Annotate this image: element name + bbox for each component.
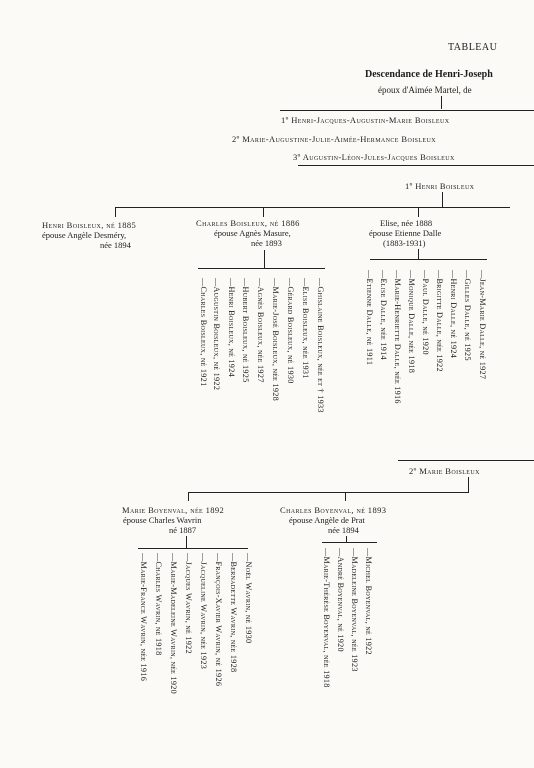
connector-line xyxy=(298,165,534,166)
tableau-heading: TABLEAU xyxy=(448,42,498,53)
connector-line xyxy=(264,250,265,268)
connector-line xyxy=(280,110,534,111)
grandchild-entry: —Charles Boisleux, né 1921 xyxy=(199,278,208,387)
grandchild-entry: —Marie-Thérèse Boyenval, née 1918 xyxy=(322,548,331,688)
first-gen-item: 3º Augustin-Léon-Jules-Jacques Boisleux xyxy=(293,152,455,162)
grandchild-entry: —Marie-José Boisleux, née 1928 xyxy=(271,278,280,402)
grandchild-entry: —François-Xavier Wavrin, né 1926 xyxy=(214,553,223,687)
child-line: épouse Angèle de Prat xyxy=(289,515,365,525)
grandchild-entry: —Agnès Boisleux, née 1927 xyxy=(256,278,265,383)
connector-line xyxy=(322,542,377,543)
grandchild-entry: —André Boyenval, né 1920 xyxy=(336,548,345,652)
grandchild-entry: —Charles Wavrin, né 1918 xyxy=(154,553,163,656)
grandchild-entry: —Marie-Henriette Dalle, née 1916 xyxy=(393,270,402,404)
connector-line xyxy=(370,259,487,260)
child-line: épouse Etienne Dalle xyxy=(369,228,442,238)
child-line: Elise, née 1888 xyxy=(380,218,433,228)
child-line: Henri Boisleux, né 1885 xyxy=(42,220,137,230)
grandchild-entry: —Ghislaine Boisleux, née et † 1933 xyxy=(316,278,325,413)
grandchild-entry: —Jean-Marie Dalle, né 1927 xyxy=(478,270,487,380)
grandchild-entry: —Noël Wavrin, né 1930 xyxy=(244,553,253,644)
connector-line xyxy=(418,249,419,259)
first-gen-item: 2º Marie-Augustine-Julie-Aimée-Hermance Boisleux xyxy=(232,134,436,144)
grandchild-entry: —Jacques Wavrin, né 1922 xyxy=(184,553,193,654)
grandchild-entry: —Jacqueline Wavrin, née 1923 xyxy=(199,553,208,670)
connector-line xyxy=(188,492,189,501)
grandchild-entry: —Elise Dalle, née 1914 xyxy=(379,270,388,360)
child-line: épouse Angèle Desméry, xyxy=(42,230,127,240)
grandchild-entry: —Marie-Madeleine Wavrin, née 1920 xyxy=(169,553,178,695)
connector-line xyxy=(263,207,264,217)
child-line: (1883-1931) xyxy=(383,238,426,248)
grandchild-entry: —Henri Dalle, né 1924 xyxy=(449,270,458,359)
grandchild-entry: —Gérard Boisleux, né 1930 xyxy=(286,278,295,384)
connector-line xyxy=(115,207,116,217)
child-line: née 1894 xyxy=(328,525,359,535)
grandchild-entry: —Henri Boisleux, né 1924 xyxy=(227,278,236,377)
grandchild-entry: —Bernadette Wavrin, née 1928 xyxy=(229,553,238,673)
connector-line xyxy=(468,477,469,492)
connector-line xyxy=(186,536,187,548)
child-line: née 1894 xyxy=(100,240,131,250)
grandchild-entry: —Monique Dalle, née 1918 xyxy=(407,270,416,374)
page-title: Descendance de Henri-Joseph xyxy=(365,69,493,80)
page-subtitle: époux d'Aimée Martel, de xyxy=(378,85,472,95)
connector-line xyxy=(345,492,346,501)
child-line: née 1893 xyxy=(251,238,282,248)
first-gen-item: 1º Henri-Jacques-Augustin-Marie Boisleux xyxy=(281,115,450,125)
connector-line xyxy=(442,192,443,207)
connector-line xyxy=(418,207,419,217)
connector-line xyxy=(441,96,442,109)
grandchild-entry: —Paul Dalle, né 1920 xyxy=(421,270,430,355)
child-line: Marie Boyenval, née 1892 xyxy=(122,505,225,515)
child-line: Charles Boyenval, né 1893 xyxy=(280,505,387,515)
grandchild-entry: —Elise Boisleux, née 1931 xyxy=(301,278,310,379)
grandchild-entry: —Augustin Boisleux, né 1922 xyxy=(212,278,221,391)
connector-line xyxy=(138,548,248,549)
grandchild-entry: —Gilles Dalle, né 1925 xyxy=(463,270,472,361)
branch-label: 1º Henri Boisleux xyxy=(405,181,475,191)
child-line: né 1887 xyxy=(169,525,197,535)
grandchild-entry: —Etienne Dalle, né 1911 xyxy=(365,270,374,366)
connector-line xyxy=(115,207,510,208)
child-line: épouse Charles Wavrin xyxy=(123,515,202,525)
child-line: épouse Agnès Masure, xyxy=(214,228,291,238)
grandchild-entry: —Madeleine Boyenval, née 1923 xyxy=(350,548,359,672)
grandchild-entry: —Brigitte Dalle, née 1922 xyxy=(435,270,444,372)
connector-line xyxy=(188,492,469,493)
grandchild-entry: —Michel Boyenval, né 1922 xyxy=(364,548,373,655)
connector-line xyxy=(398,460,534,461)
connector-line xyxy=(198,268,325,269)
grandchild-entry: —Hubert Boisleux, né 1925 xyxy=(241,278,250,383)
grandchild-entry: —Marie-France Wavrin, née 1916 xyxy=(139,553,148,682)
branch-label: 2º Marie Boisleux xyxy=(409,466,480,476)
child-line: Charles Boisleux, né 1886 xyxy=(196,218,300,228)
